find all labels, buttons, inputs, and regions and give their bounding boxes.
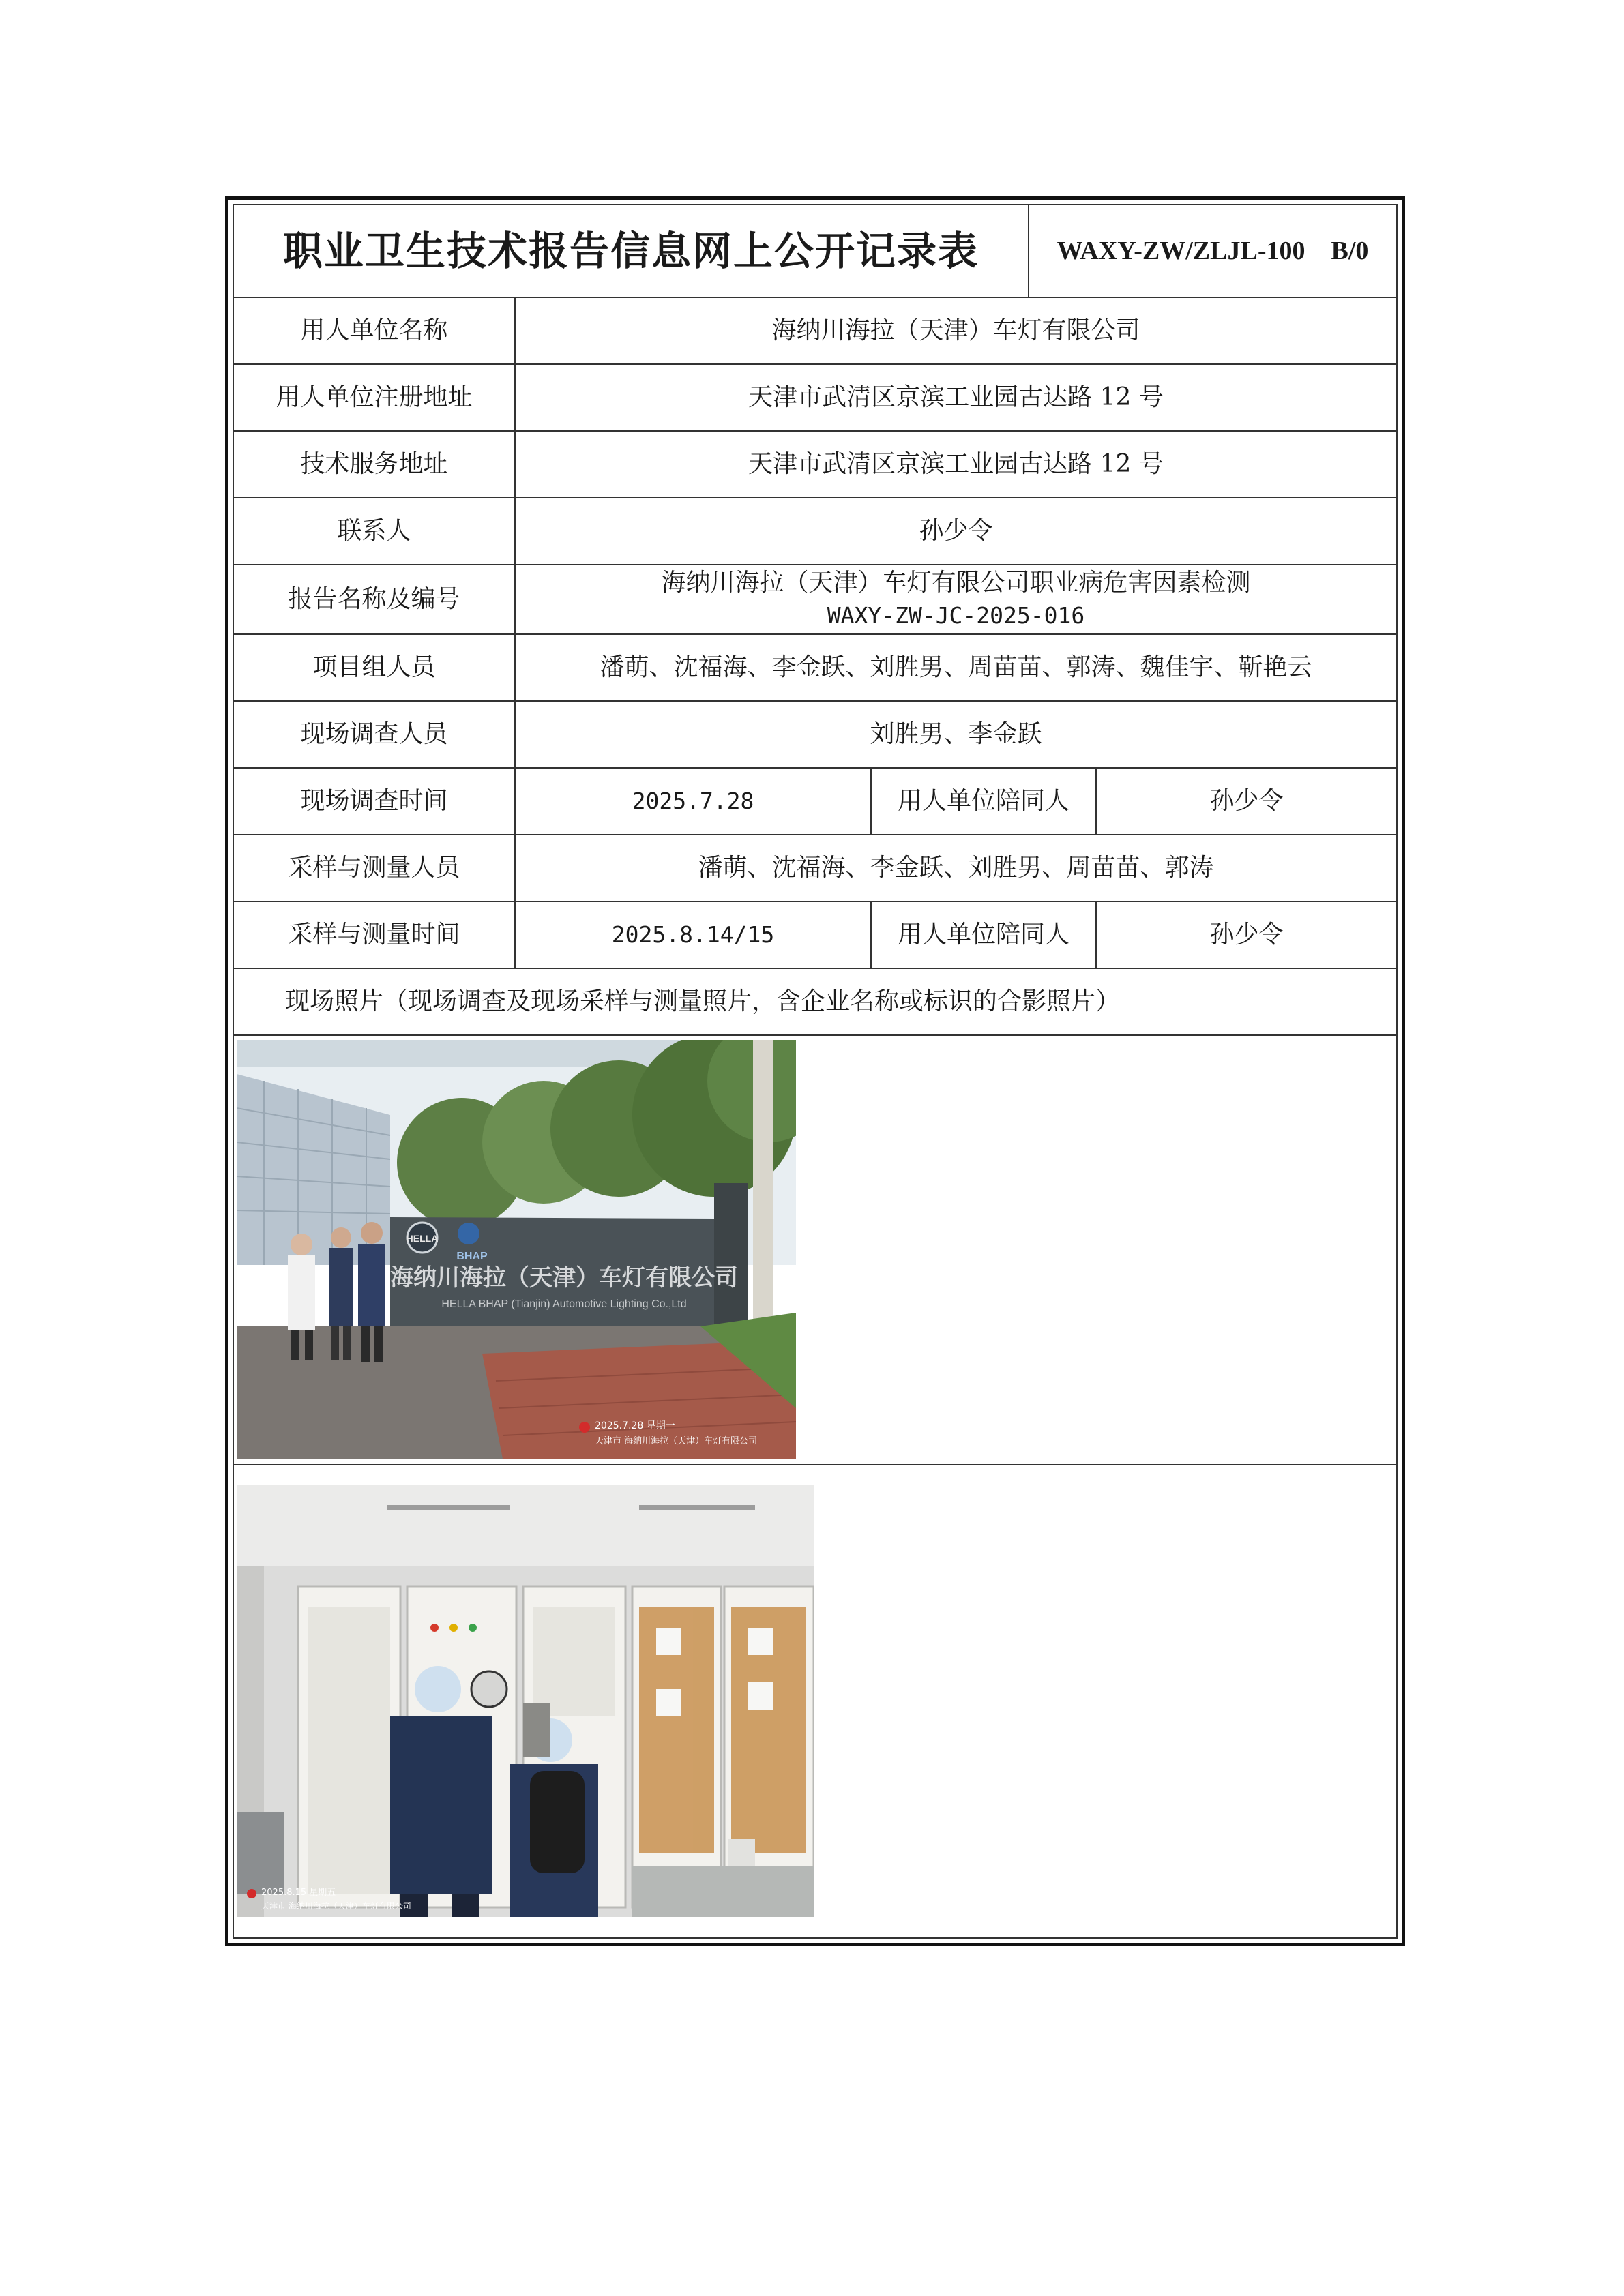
label-survey-staff: 现场调查人员 [234, 702, 516, 767]
label-sampling-time: 采样与测量时间 [234, 902, 516, 968]
value-sampling-staff: 潘萌、沈福海、李金跃、刘胜男、周苗苗、郭涛 [698, 854, 1214, 882]
row-service-address [234, 432, 1396, 498]
photo2-stamp-place: 天津市 海纳川海拉（天津）车灯有限公司 [261, 1901, 411, 1911]
row-employer-name [234, 298, 1396, 365]
label-sampling-staff: 采样与测量人员 [234, 835, 516, 901]
label-sampling-accompany: 用人单位陪同人 [872, 902, 1097, 968]
photo-cell-2 [234, 1465, 1396, 1943]
label-report: 报告名称及编号 [234, 565, 516, 633]
value-employer-name: 海纳川海拉（天津）车灯有限公司 [771, 316, 1140, 344]
photo1-stamp-date: 2025.7.28 星期一 [595, 1420, 675, 1431]
row-project-team [234, 635, 1396, 702]
value-sampling-time: 2025.8.14/15 [516, 902, 872, 968]
label-survey-time: 现场调查时间 [234, 769, 516, 834]
row-sampling-time [234, 902, 1396, 969]
value-report [516, 565, 1396, 633]
row-report [234, 565, 1396, 635]
row-photos-label [234, 969, 1396, 1036]
hella-logo-text: HELLA [406, 1233, 439, 1244]
label-registered-address: 用人单位注册地址 [234, 365, 516, 430]
value-sampling-accompany: 孙少令 [1209, 921, 1284, 949]
photo2-stamp-date: 2025.8.15 星期五 [261, 1888, 336, 1898]
bhap-logo-text: BHAP [456, 1251, 488, 1262]
value-survey-accompany: 孙少令 [1209, 787, 1284, 815]
report-name: 海纳川海拉（天津）车灯有限公司职业病危害因素检测 [661, 569, 1251, 597]
label-survey-accompany: 用人单位陪同人 [872, 769, 1097, 834]
value-service-address: 天津市武清区京滨工业园古达路 12 号 [748, 450, 1164, 478]
value-survey-staff: 刘胜男、李金跃 [870, 720, 1042, 748]
record-form-inner [233, 204, 1398, 1939]
label-project-team: 项目组人员 [234, 635, 516, 700]
label-service-address: 技术服务地址 [234, 432, 516, 497]
photo-cell-1 [234, 1036, 1396, 1465]
sign-chinese-name: 海纳川海拉（天津）车灯有限公司 [390, 1264, 738, 1292]
value-contact: 孙少令 [919, 517, 993, 545]
photos-caption: 现场照片（现场调查及现场采样与测量照片，含企业名称或标识的合影照片） [285, 987, 1121, 1015]
report-number: WAXY-ZW-JC-2025-016 [827, 602, 1085, 629]
doc-code: WAXY-ZW/ZLJL-100 B/0 [1057, 237, 1369, 265]
label-employer-name: 用人单位名称 [234, 298, 516, 363]
value-registered-address: 天津市武清区京滨工业园古达路 12 号 [748, 383, 1164, 411]
row-survey-staff [234, 702, 1396, 769]
sampling-measurement-photo [237, 1485, 814, 1917]
record-form [225, 196, 1405, 1946]
value-survey-time: 2025.7.28 [516, 769, 872, 834]
photo1-stamp-place: 天津市 海纳川海拉（天津）车灯有限公司 [595, 1436, 758, 1446]
label-contact: 联系人 [234, 498, 516, 564]
row-survey-time [234, 769, 1396, 835]
sign-english-name: HELLA BHAP (Tianjin) Automotive Lighting Co.,Ltd [441, 1298, 687, 1310]
form-title: 职业卫生技术报告信息网上公开记录表 [234, 205, 1029, 297]
site-survey-photo [237, 1040, 796, 1459]
value-project-team: 潘萌、沈福海、李金跃、刘胜男、周苗苗、郭涛、魏佳宇、靳艳云 [600, 653, 1312, 681]
row-registered-address [234, 365, 1396, 432]
title-row [234, 205, 1396, 298]
row-contact [234, 498, 1396, 565]
row-sampling-staff [234, 835, 1396, 902]
